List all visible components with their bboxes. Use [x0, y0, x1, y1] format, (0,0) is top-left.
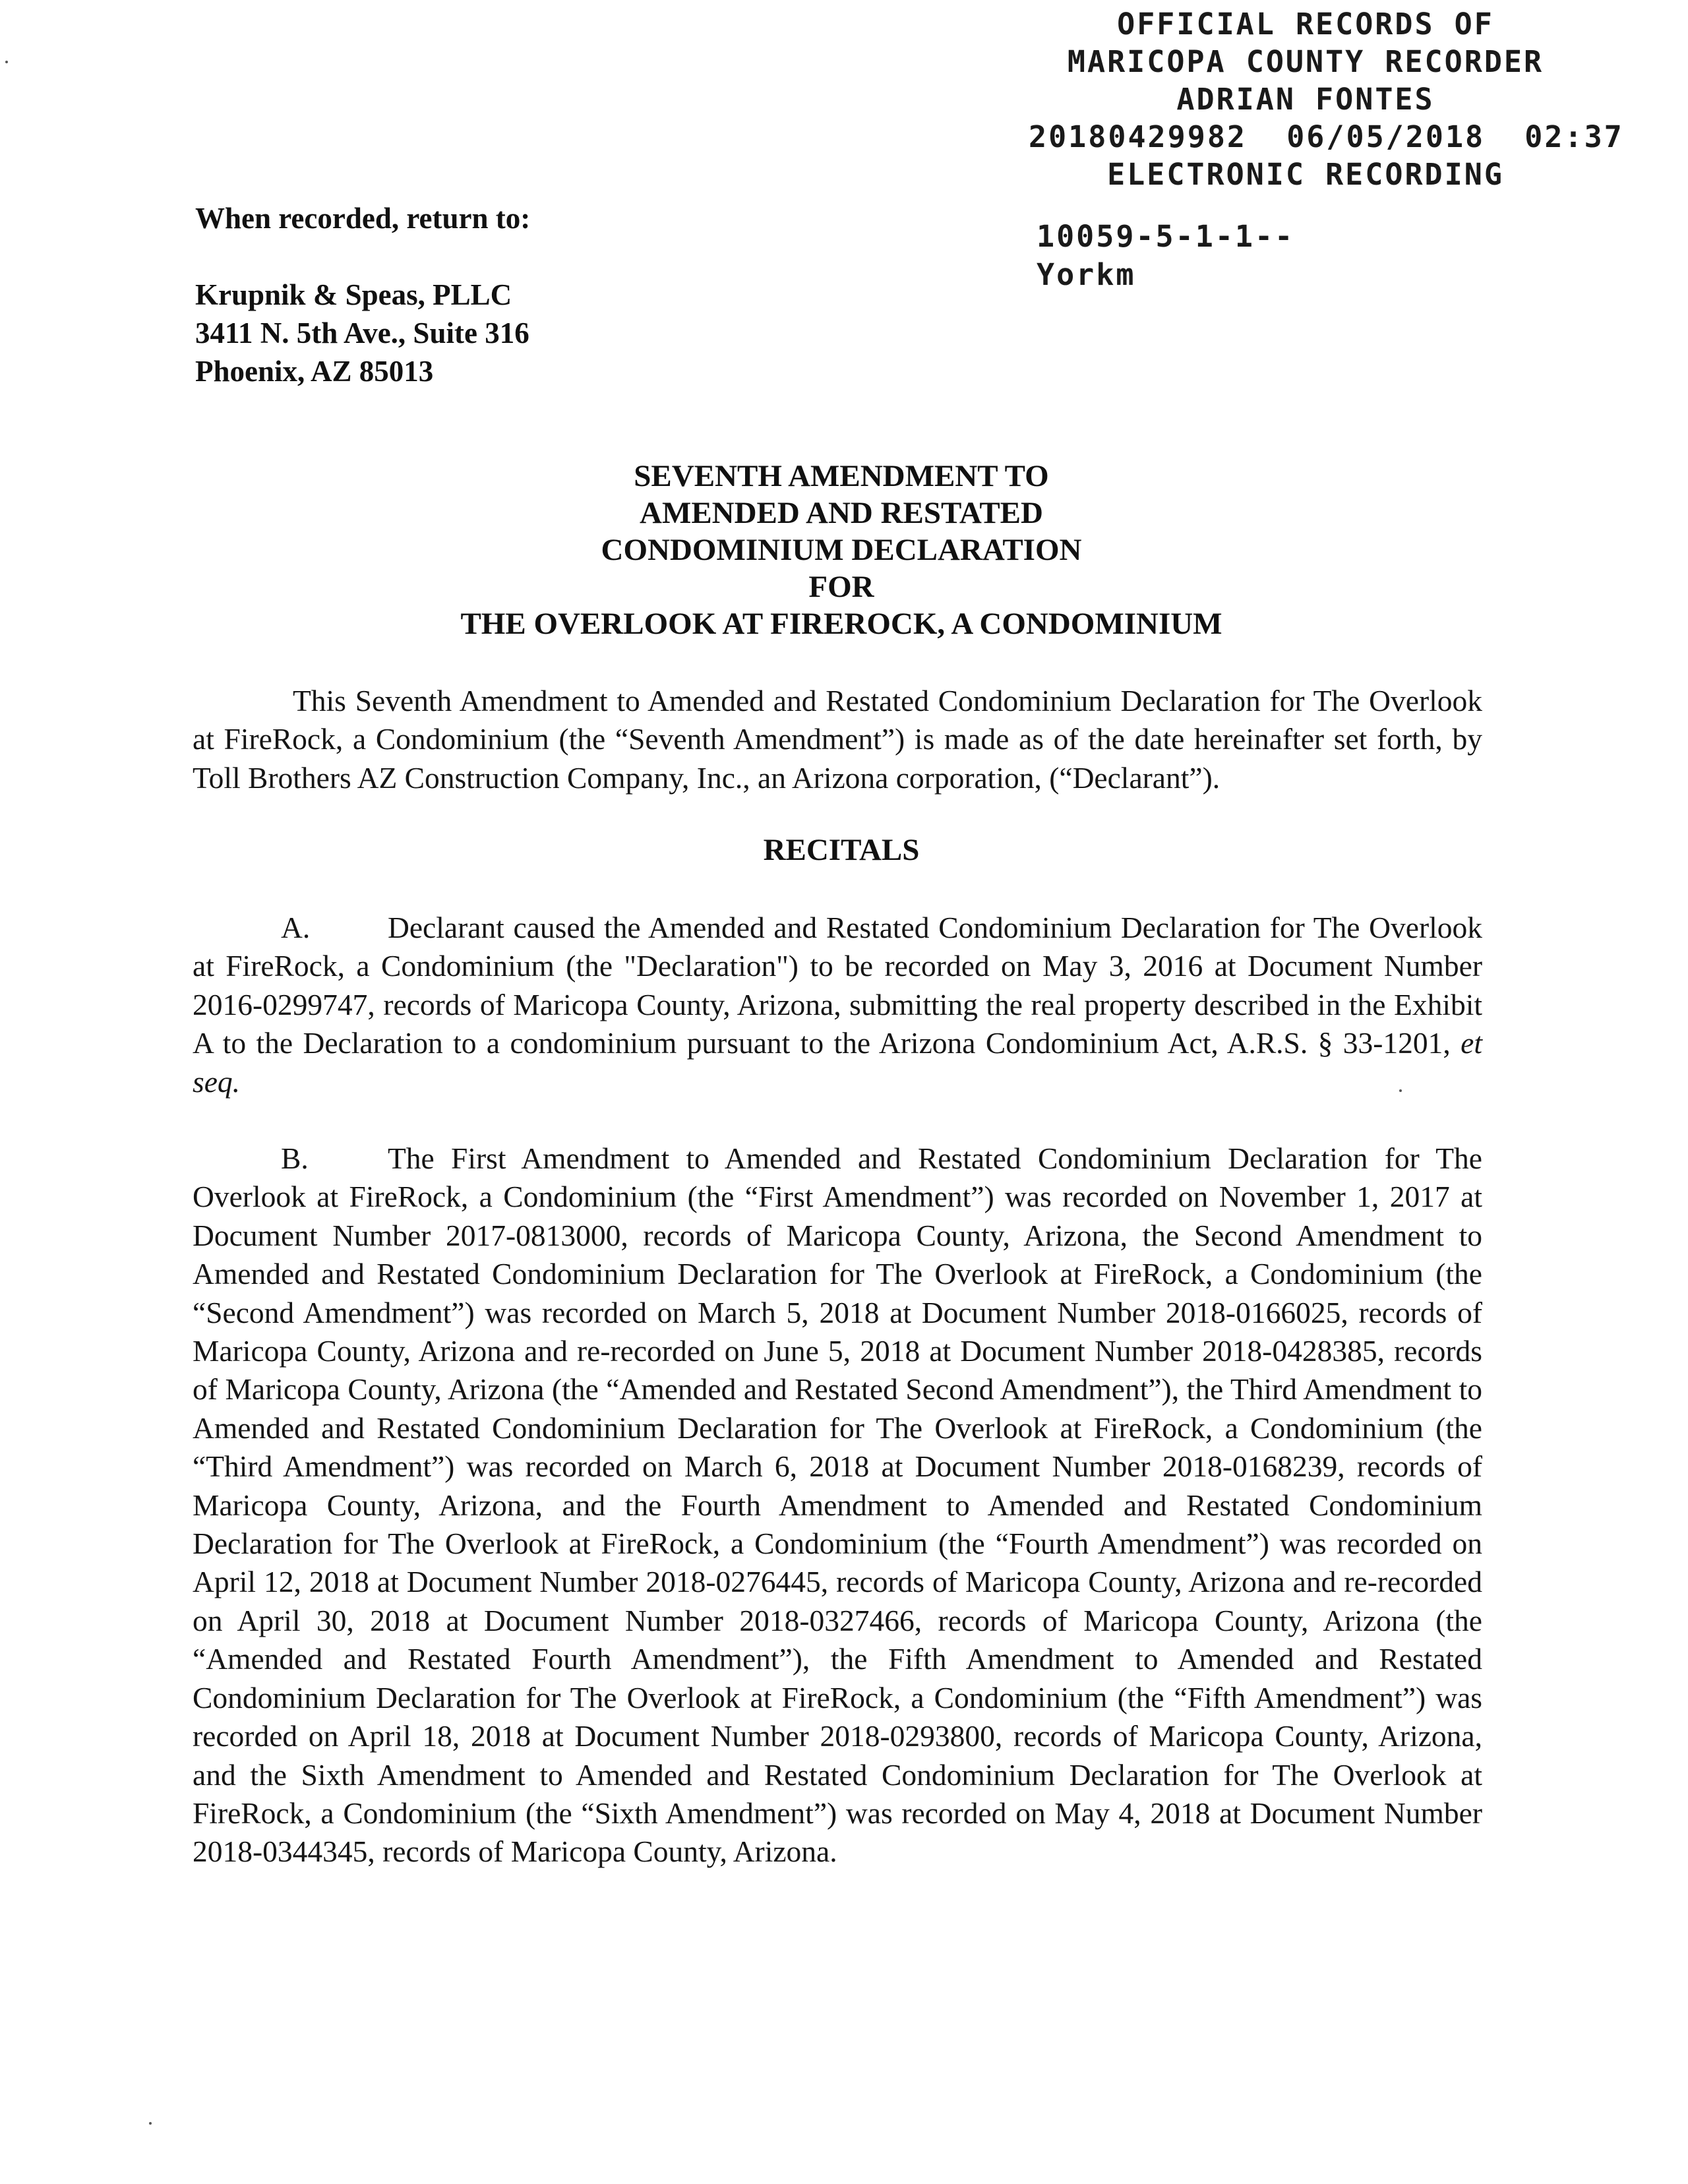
title-line: THE OVERLOOK AT FIREROCK, A CONDOMINIUM [460, 607, 1222, 641]
recorder-stamp [1029, 5, 1675, 193]
intro-paragraph: This Seventh Amendment to Amended and Restated Condominium Declaration for The Overlook at FireRock, a Condominium (the “Seventh Amendment”) is made as of the date hereinafter set forth, by Toll Brothers AZ Construction Company, Inc., an Arizona corporation, (“Declarant”). [193, 684, 1482, 795]
return-address-block [195, 199, 530, 390]
return-city: Phoenix, AZ 85013 [195, 355, 434, 388]
scan-speck [1399, 1089, 1402, 1092]
title-line: FOR [808, 570, 874, 604]
title-line: AMENDED AND RESTATED [640, 496, 1043, 530]
stamp-line-record-number-date: 20180429982 06/05/2018 02:37 [1029, 119, 1624, 154]
recording-reference-number: 10059-5-1-1-- [1037, 219, 1295, 254]
scan-speck [149, 2122, 152, 2125]
recital-a-letter: A. [281, 911, 311, 944]
recital-b-letter: B. [281, 1141, 309, 1175]
return-street: 3411 N. 5th Ave., Suite 316 [195, 317, 529, 349]
stamp-line-recorder-name: ADRIAN FONTES [1176, 82, 1435, 117]
recital-b-paragraph [193, 1139, 1482, 1871]
stamp-line-official: OFFICIAL RECORDS OF [1117, 7, 1494, 42]
recitals-heading: RECITALS [763, 833, 920, 867]
document-title [195, 458, 1488, 642]
return-firm-name: Krupnik & Speas, PLLC [195, 278, 512, 311]
recital-a-paragraph [193, 909, 1482, 1101]
title-line: CONDOMINIUM DECLARATION [601, 533, 1082, 567]
title-line: SEVENTH AMENDMENT TO [634, 459, 1049, 493]
recital-a-et-seq: et seq. [193, 1026, 1483, 1099]
recital-a-text: Declarant caused the Amended and Restated Condominium Declaration for The Overlook at FireRock, a Condominium (the "Declaration") to be recorded on May 3, 2016 at Document Number 2016-0299747, records of Maricopa County, Arizona, submitting the real property described in the Exhibit A to the Declaration to a condominium pursuant to the Arizona Condominium Act, A.R.S. § 33-1201, [193, 911, 1482, 1060]
recording-reference-name: Yorkm [1037, 257, 1136, 292]
recital-b-text: The First Amendment to Amended and Restated Condominium Declaration for The Overlook at FireRock, a Condominium (the “First Amendment”) was recorded on November 1, 2017 at Document Number 2017-0813000, records of Maricopa County, Arizona, the Second Amendment to Amended and Restated Condominium Declaration for The Overlook at FireRock, a Condominium (the “Second Amendment”) was recorded on March 5, 2018 at Document Number 2018-0166025, records of Maricopa County, Arizona and re-recorded on June 5, 2018 at Document Number 2018-0428385, records of Maricopa County, Arizona (the “Amended and Restated Second Amendment”), the Third Amendment to Amended and Restated Condominium Declaration for The Overlook at FireRock, a Condominium (the “Third Amendment”) was recorded on March 6, 2018 at Document Number 2018-0168239, records of Maricopa County, Arizona, and the Fourth Amendment to Amended and Restated Condominium Declaration for The Overlook at FireRock, a Condominium (the “Fourth Amendment”) was recorded on April 12, 2018 at Document Number 2018-0276445, records of Maricopa County, Arizona and re-recorded on April 30, 2018 at Document Number 2018-0327466, records of Maricopa County, Arizona (the “Amended and Restated Fourth Amendment”), the Fifth Amendment to Amended and Restated Condominium Declaration for The Overlook at FireRock, a Condominium (the “Fifth Amendment”) was recorded on April 18, 2018 at Document Number 2018-0293800, records of Maricopa County, Arizona, and the Sixth Amendment to Amended and Restated Condominium Declaration for The Overlook at FireRock, a Condominium (the “Sixth Amendment”) was recorded on May 4, 2018 at Document Number 2018-0344345, records of Maricopa County, Arizona. [193, 1141, 1482, 1869]
return-heading: When recorded, return to: [195, 202, 531, 235]
recording-reference [1037, 218, 1294, 294]
stamp-line-recording-type: ELECTRONIC RECORDING [1107, 157, 1504, 192]
scan-speck [5, 61, 8, 63]
stamp-line-county: MARICOPA COUNTY RECORDER [1067, 44, 1544, 79]
